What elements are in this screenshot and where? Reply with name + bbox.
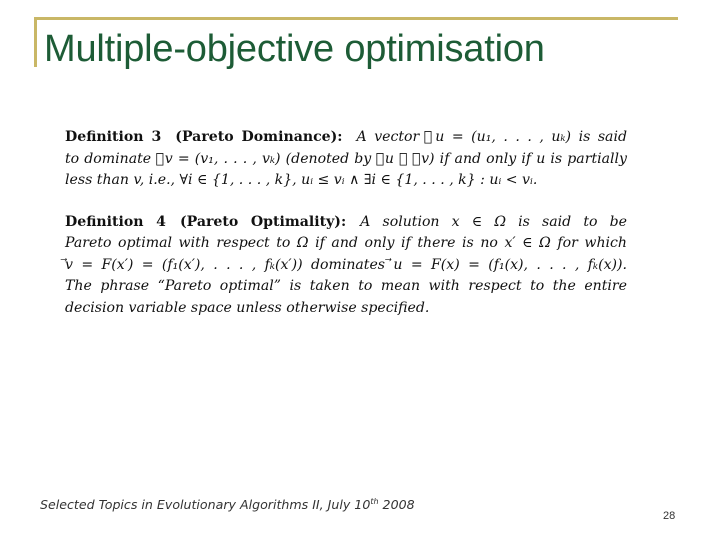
definition-3-text-line-3: less than v, i.e., ∀i ∈ {1, . . . , k}, uᵢ ≤ vᵢ ∧ ∃i ∈ {1, . . . , k} : uᵢ < vᵢ. [65,172,538,188]
page-number: 28 [663,510,676,522]
page-title: Multiple-objective optimisation [44,28,545,70]
definition-4-heading: Definition 4 [65,213,166,230]
footer-text: Selected Topics in Evolutionary Algorithms II, July 10 [40,497,371,512]
definition-4-text-line-3: ⃗v = F(x′) = (f₁(x′), . . . , fₖ(x′)) dominates ⃗u = F(x) = (f₁(x), . . . , fₖ(x)). [65,256,627,273]
definition-3-first-line [65,127,627,149]
definition-3-name: (Pareto Dominance): [175,129,343,145]
title-frame-left-rule [34,17,37,67]
footer-citation [40,497,415,512]
definition-3-text-line-1: A vector ⃗u = (u₁, . . . , uₖ) is said [356,129,627,145]
definition-4-first-line [65,212,627,234]
definition-4-name: (Pareto Optimality): [179,213,347,230]
definition-4-text-line-5: decision variable space unless otherwise specified. [65,299,430,316]
definition-4-text-line-4: The phrase “Pareto optimal” is taken to mean with respect to the entire [65,278,627,294]
footer-superscript: th [370,497,379,506]
definition-4-text-line-2: Pareto optimal with respect to Ω if and only if there is no x′ ∈ Ω for which [65,235,627,251]
definition-3-text-line-2: to dominate ⃗v = (v₁, . . . , vₖ) (denoted by ⃗u ⪯ ⃗v) if and only if u is partially [65,150,627,167]
footer-year: 2008 [378,497,415,512]
title-frame-top-rule [34,17,678,20]
definitions-block [65,127,627,319]
definition-3-heading: Definition 3 [65,129,162,145]
definition-4-text-line-1: A solution x ∈ Ω is said to be [360,213,627,230]
